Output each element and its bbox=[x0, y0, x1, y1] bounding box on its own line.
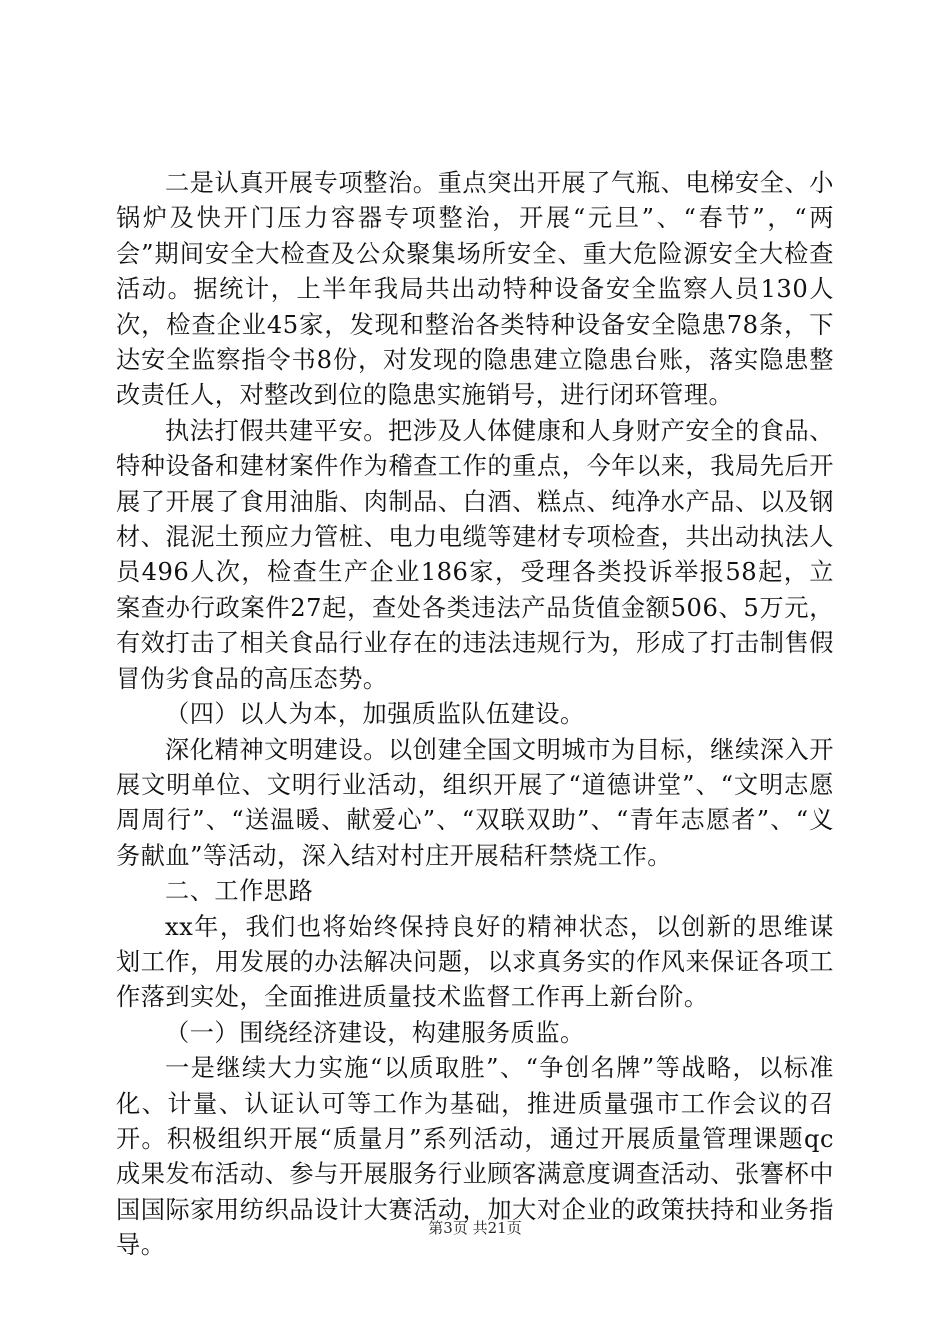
page-number-footer: 第3页 共21页 bbox=[428, 1219, 522, 1237]
paragraph-special-rectification: 二是认真开展专项整治。重点突出开展了气瓶、电梯安全、小锅炉及快开门压力容器专项整治，开展“元旦”、“春节”，“两会”期间安全大检查及公众聚集场所安全、重大危险源安全大检查活动。据统计，上半年我局共出动特种设备安全监察人员130人次，检查企业45家，发现和整治各类特种设备安全隐患78条，下达安全监察指令书8份，对发现的隐患建立隐患台账，落实隐患整改责任人，对整改到位的隐患实施销号，进行闭环管理。 bbox=[116, 169, 834, 410]
paragraph-quality-strategy: 一是继续大力实施“以质取胜”、“争创名牌”等战略，以标准化、计量、认证认可等工作为基础，推进质量强市工作会议的召开。积极组织开展“质量月”系列活动，通过开展质量管理课题qc成果发布活动、参与开展服务行业顾客满意度调查活动、张謇杯中国国际家用纺织品设计大赛活动，加大对企业的政策扶持和业务指导。 bbox=[116, 1054, 834, 1260]
paragraph-law-enforcement: 执法打假共建平安。把涉及人体健康和人身财产安全的食品、特种设备和建材案件作为稽查工作的重点，今年以来，我局先后开展了开展了食用油脂、肉制品、白酒、糕点、纯净水产品、以及钢材、混泥土预应力管桩、电力电缆等建材专项检查，共出动执法人员496人次，检查生产企业186家，受理各类投诉举报58起，立案查办行政案件27起，查处各类违法产品货值金额506、5万元，有效打击了相关食品行业存在的违法违规行为，形成了打击制售假冒伪劣食品的高压态势。 bbox=[116, 416, 834, 693]
paragraph-work-ideas-intro: xx年，我们也将始终保持良好的精神状态，以创新的思维谋划工作，用发展的办法解决问题，以求真务实的作风来保证各项工作落到实处，全面推进质量技术监督工作再上新台阶。 bbox=[116, 912, 834, 1012]
section-heading-economic-service: （一）围绕经济建设，构建服务质监。 bbox=[165, 1018, 585, 1047]
document-body bbox=[116, 166, 834, 1264]
section-heading-work-ideas: 二、工作思路 bbox=[165, 877, 314, 906]
section-heading-team-building: （四）以人为本，加强质监队伍建设。 bbox=[165, 700, 585, 729]
paragraph-spiritual-civilization: 深化精神文明建设。以创建全国文明城市为目标，继续深入开展文明单位、文明行业活动，组织开展了“道德讲堂”、“文明志愿周周行”、“送温暖、献爱心”、“双联双助”、“青年志愿者”、“义务献血”等活动，深入结对村庄开展秸秆禁烧工作。 bbox=[116, 735, 834, 870]
